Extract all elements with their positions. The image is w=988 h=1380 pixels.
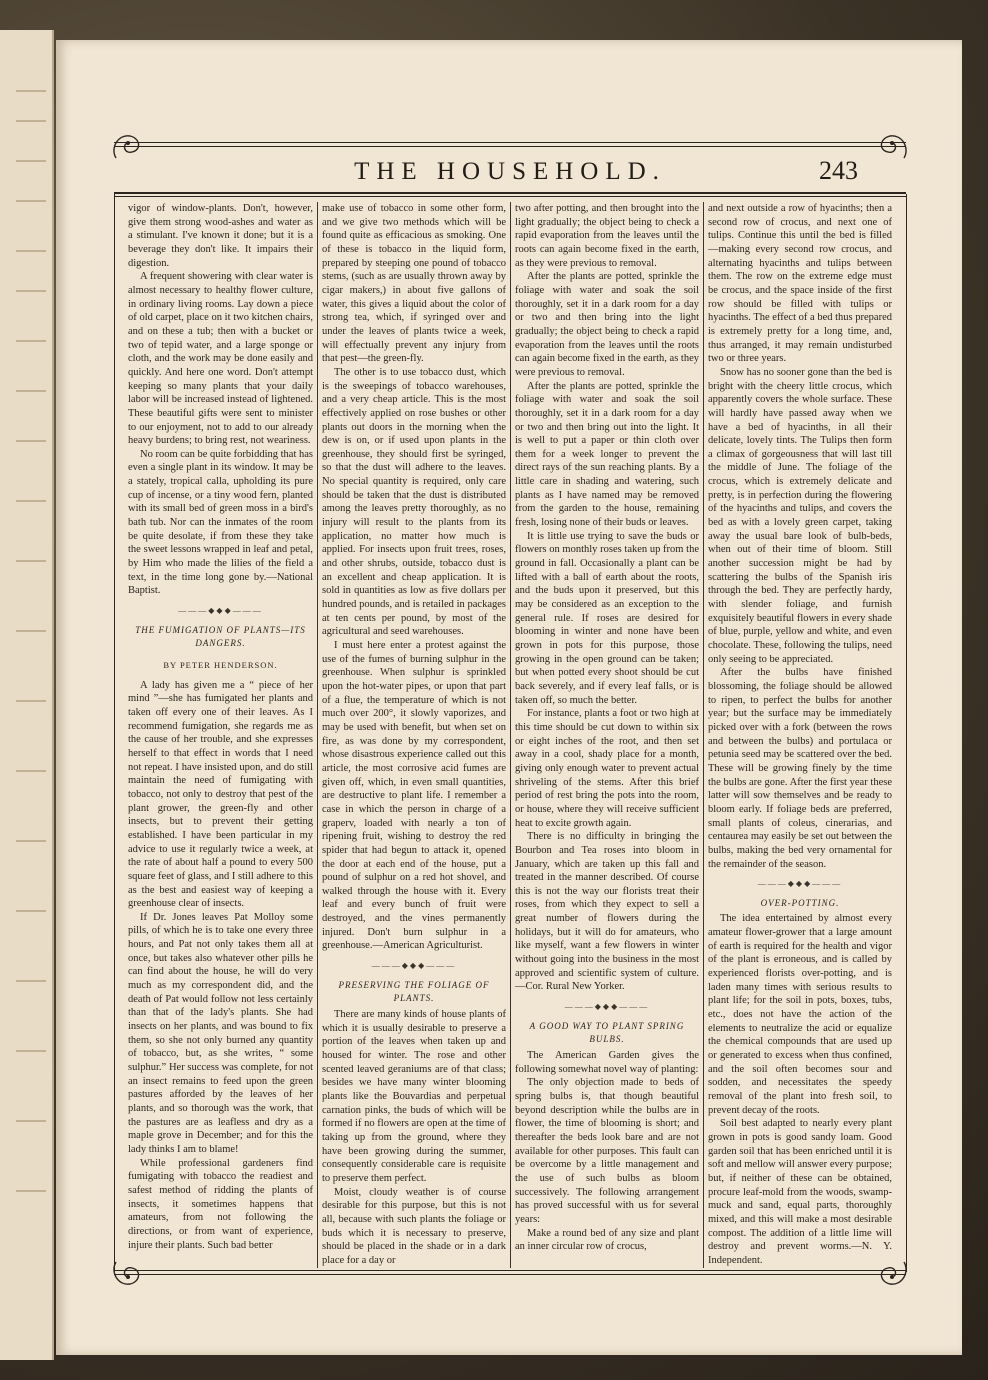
paragraph: Moist, cloudy weather is of course desirable for this purpose, but this is not all, because with such plants the foliage or buds which it is necessary to preserve, should be placed in the shade or in a dark place for a day or (322, 1186, 506, 1266)
article-heading: OVER-POTTING. (760, 897, 840, 908)
bottom-rule (114, 1270, 906, 1271)
paragraph: After the bulbs have finished blossoming, the foliage should be allowed to ripen, to perfect the bulbs for another year; but the surface may be immediately picked over with a fork (between the rows and between the bulbs) and portulaca or petunia seed may be scattered over the bed. These will be growing finely by the time the bulbs are gone. After the first year these latter will sow themselves and be ready to bloom early. If foliage beds are preferred, small plants of coleus, cinerarias, and centaurea may easily be set out between the bulbs, making the bed very ornamental for the remainder of the season. (708, 667, 892, 870)
paragraph: The idea entertained by almost every amateur flower-grower that a large amount of earth is required for the health and vigor of the plant is erroneous, and is called by experienced florists over-potting, and is laden many times with serious results to plant life; for the soil in pots, boxes, tubs, etc., does not have the action of the elements to neutralize the acid or equalize the chemical compounds that are used up or generated to excess when thus confined, and the soil often becomes sour and sodden, and necessitates the speedy removal of the plant into fresh soil, to prevent decay of the roots. (708, 913, 892, 1116)
article-separator: ———◆◆◆——— (564, 1002, 650, 1012)
page-number: 243 (819, 156, 858, 185)
paragraph: Soil best adapted to nearly every plant grown in pots is good sandy loam. Good garden soil that has been enriched until it is soft and mellow will answer every purpose; but, if neither of these can be obtained, procure leaf-mold from the woods, swamp-muck and sand, equal parts, thoroughly mixed, and this will make a most desirable compost. The addition of a little lime will destroy and prevent worms.—N. Y. Independent. (708, 1118, 892, 1266)
paragraph: Snow has no sooner gone than the bed is bright with the cheery little crocus, which apparently covers the whole surface. These will hardly have passed away when we have a bed of hyacinths, in all their delicate, lovely tints. The Tulips then form a climax of gorgeousness that will last till the middle of June. The foliage of the crocus, which is extremely delicate and pretty, is in perfection during the flowering of the hyacinths and tulips, and covers the bed as with a lovely green carpet, taking away the usual bare look of bulb-beds, when out of their time of bloom. Still another succession might be had by scattering the bulbs of the Spanish iris through the bed. They are perfectly hardy, with slender foliage, and furnish exquisitely beautiful flowers in every shade of blue, purple, yellow and white, and even chocolate. These, following the tulips, need only seeing to be appreciated. (708, 366, 892, 665)
article-separator: ———◆◆◆——— (757, 879, 843, 889)
paragraph: A frequent showering with clear water is almost necessary to healthy flower culture, in ordinary living rooms. Lay down a piece of old carpet, place on it two kitchen chairs, and on these a tub; then with a bucket or two of tepid water, and a large sponge or cloth, and the work may be done easily and quickly. And here one word. Don't attempt keeping so many plants that your daily labor will be increased instead of lightened. These beautiful gifts were sent to minister to our enjoyment, not to add to our already heavy burdens; to bring rest, not weariness. (128, 271, 313, 447)
paragraph: After the plants are potted, sprinkle the foliage with water and soak the soil thoroughly, set it in a dark room for a day or two and then bring into the light gradually; the object being to check a rapid evaporation from the leaves until the roots can again become fixed in the earth, as they were previous to removal. (515, 271, 699, 378)
paragraph: It is little use trying to save the buds or flowers on monthly roses taken up from the ground in fall. Occasionally a plant can be lifted with a ball of earth about the roots, and the buds upon it preserved, but this may be considered as an exception to the general rule. If roses are desired for blooming in winter and none have been grown in pots for this purpose, those growing in the open ground can be taken; but when potted every shoot should be cut back severely, and if every leaf falls, or is taken off, so much the better. (515, 530, 699, 706)
previous-page-edge (0, 30, 54, 1360)
header-bottom-rule-inner (114, 196, 906, 197)
top-rule (114, 142, 906, 143)
column-2 (317, 202, 510, 1268)
column-4 (703, 202, 896, 1268)
article-heading: A GOOD WAY TO PLANT SPRING BULBS. (529, 1020, 685, 1045)
paragraph: There is no difficulty in bringing the Bourbon and Tea roses into bloom in January, which are taken up this fall and treated in the manner described. Of course this is not the way our florists treat their roses, from which they expect to sell a great number of flowers during the holidays, but it will do for amateurs, who like myself, want a few flowers in winter without going into the business in the most approved and scientific system of culture.—Cor. Rural New Yorker. (515, 831, 699, 993)
paragraph: The American Garden gives the following somewhat novel way of planting: (515, 1050, 699, 1075)
publication-title: THE HOUSEHOLD. (354, 158, 666, 185)
paragraph: There are many kinds of house plants of which it is usually desirable to preserve a portion of the leaves when taken up and housed for winter. The rose and other scented leaved geraniums are of that class; besides we have many winter blooming plants like the Bouvardias and perpetual carnation pinks, the buds of which will be formed if no flowers are open at the time of taking up from the ground, where they have been growing during the summer, consequently considerable care is requisite to preserve them perfect. (322, 1009, 506, 1184)
paragraph: two after potting, and then brought into the light gradually; the object being to check a rapid evaporation from the leaves until the roots can again become fixed in the earth, as they were previous to removal. (515, 203, 699, 269)
article-separator: ———◆◆◆——— (178, 606, 263, 616)
paragraph: If Dr. Jones leaves Pat Molloy some pills, of which he is to take one every three hours, and Pat not only takes them all at once, but takes also whatever other pills he can find about the house, he will do very much as my correspondent did, and the death of Pat would follow not less certainly than that of the lady's plants. She had insects on her plants, and was bound to fix them, so she not only burned any quantity of tobacco, but, as she writes, “ some sulphur.” Her success was complete, for not an insect remains to feed upon the green pastures afforded by the leaves of her plants, and so thorough was the work, that the pastures are as leafless and dry as a maple grove in December; and for this the lady thinks I am to blame! (128, 911, 313, 1155)
right-border-rule (906, 194, 907, 1272)
top-rule-inner (114, 146, 906, 147)
article-byline: BY PETER HENDERSON. (163, 660, 278, 670)
corner-ornament-bottom-left (108, 1254, 148, 1294)
paragraph: vigor of window-plants. Don't, however, give them strong wood-ashes and water as a stimulant. I've known it done; but it is a beverage they don't like. It impairs their digestion. (128, 203, 313, 269)
left-border-rule (114, 194, 115, 1272)
paragraph: No room can be quite forbidding that has even a single plant in its window. It may be a stately, tropical calla, upholding its pure cup of incense, or a tiny wood fern, planted with its small bed of green moss in a bird's bath tub. Nor can the inmates of the room be quite desolate, if from these they take the sweet lessons wrapped in leaf and petal, by Him who made the lilies of the field a text, in the time long gone by.—National Baptist. (128, 448, 313, 597)
paragraph: After the plants are potted, sprinkle the foliage with water and soak the soil thoroughly, set it in a dark room for a day or two and then bring out into the light. It is well to put a paper or thin cloth over them for a week longer to prevent the direct rays of the sun reaching plants. By a little care in shading and watering, such plants as I have named may be removed from the garden to the house, remaining fresh, losing none of their buds or leaves. (515, 380, 699, 529)
article-heading: THE FUMIGATION OF PLANTS—ITS DANGERS. (135, 624, 306, 649)
paragraph: While professional gardeners find fumigating with tobacco the readiest and safest method of ridding the plants of insects, it sometimes happens that amateurs, from not following the directions, or from want of experience, injure their plants. Such bad better (128, 1157, 313, 1251)
paragraph: Make a round bed of any size and plant an inner circular row of crocus, (515, 1227, 699, 1253)
header-bottom-rule (114, 192, 906, 194)
page-frame (114, 102, 906, 1322)
column-1 (124, 202, 317, 1268)
column-3 (510, 202, 703, 1268)
paragraph: I must here enter a protest against the use of the fumes of burning sulphur in the greenhouse. When sulphur is sprinkled upon the hot-water pipes, or upon that part of a flue, the temperature of which is not much over 200°, it slowly vaporizes, and may be used with benefit, but when set on fire, as was done by my correspondent, whose disastrous experience called out this article, the most corrosive acid fumes are given off, which, in even small quantities, are destructive to plant life. I remember a case in which the person in charge of a graperv, loaded with nearly a ton of ripening fruit, wishing to destroy the red spider that had begun to attack it, opened the door at each end of the house, put a pound of sulphur on a red hot shovel, and walked through the house with it. Every leaf and every bunch of fruit were destroyed, and the vines permanently injured. Don't burn sulphur in a greenhouse.—American Agriculturist. (322, 640, 506, 952)
paragraph: make use of tobacco in some other form, and we give two methods which will be found quite as efficacious as smoking. One of these is tobacco in the liquid form, prepared by steeping one pound of tobacco stems, (such as are usually thrown away by cigar makers,) in about five gallons of water, this gives a liquid about the color of strong tea, which, if syringed over and under the leaves of plants twice a week, will effectually prevent any injury from that pest—the green-fly. (322, 203, 506, 365)
paragraph: The only objection made to beds of spring bulbs is, that though beautiful beyond description while the bulbs are in flower, the time of blooming is short; and thereafter the beds look bare and are not available for other purposes. This fault can be overcome by a little management and the use of such bulbs as bloom successively. The following arrangement has proved successful with us for several years: (515, 1077, 699, 1225)
article-heading: PRESERVING THE FOLIAGE OF PLANTS. (338, 979, 490, 1004)
corner-ornament-bottom-right (872, 1254, 912, 1294)
paragraph: The other is to use tobacco dust, which is the sweepings of tobacco warehouses, and a very cheap article. This is the most effectively applied on rose bushes or other plants out doors in the morning when the dew is on, or if used upon plants in the greenhouse, they should first be syringed, so that the dust will adhere to the leaves. No special quantity is required, only care should be taken that the dust is distributed among the leaves pretty thoroughly, as no injury will result to the plants from its application, no matter how much is applied. For insects upon fruit trees, roses, and other shrubs, outside, tobacco dust is an excellent and cheap application. It is sold in quantities as low as five dollars per hundred pounds, and is retailed in packages at ten cents per pound, by most of the agricultural and seed warehouses. (322, 366, 506, 638)
article-columns (124, 202, 896, 1268)
paragraph: For instance, plants a foot or two high at this time should be cut down to within six or eight inches of the root, and then set away in a cool, shady place for a month, giving only enough water to prevent actual shriveling of the stems. After this brief period of rest bring the pots into the room, or house, where they will receive sufficient heat to excite growth again. (515, 708, 699, 829)
newspaper-page (56, 40, 962, 1355)
article-separator: ———◆◆◆——— (371, 961, 457, 971)
paragraph: and next outside a row of hyacinths; then a second row of crocus, and next one of tulips. Continue this until the bed is filled—making every second row crocus, and alternating hyacinths and tulips between them. The row on the extreme edge must be crocus, and the space inside of the first row should be filled with tulips or hyacinths. The effect of a bed thus prepared is extremely pretty for a long time, and, thus arranged, it may remain undisturbed two or three years. (708, 203, 892, 365)
bottom-rule-inner (114, 1274, 906, 1275)
paragraph: A lady has given me a “ piece of her mind ”—she has fumigated her plants and taken off every one of their leaves. As I recommend fumigation, she regards me as the cause of her trouble, and she expresses herself to that effect in words that I need not repeat. I have insisted upon, and do still maintain the need of fumigating with tobacco, not only to destroy that pest of the plant grower, the green-fly and other insects, but to prevent their getting established. I have been particular in my advice to use it regularly twice a week, at the rate of about half a pound to every 500 square feet of glass, and I still adhere to this as the best and easiest way of keeping a greenhouse clear of insects. (128, 679, 313, 910)
